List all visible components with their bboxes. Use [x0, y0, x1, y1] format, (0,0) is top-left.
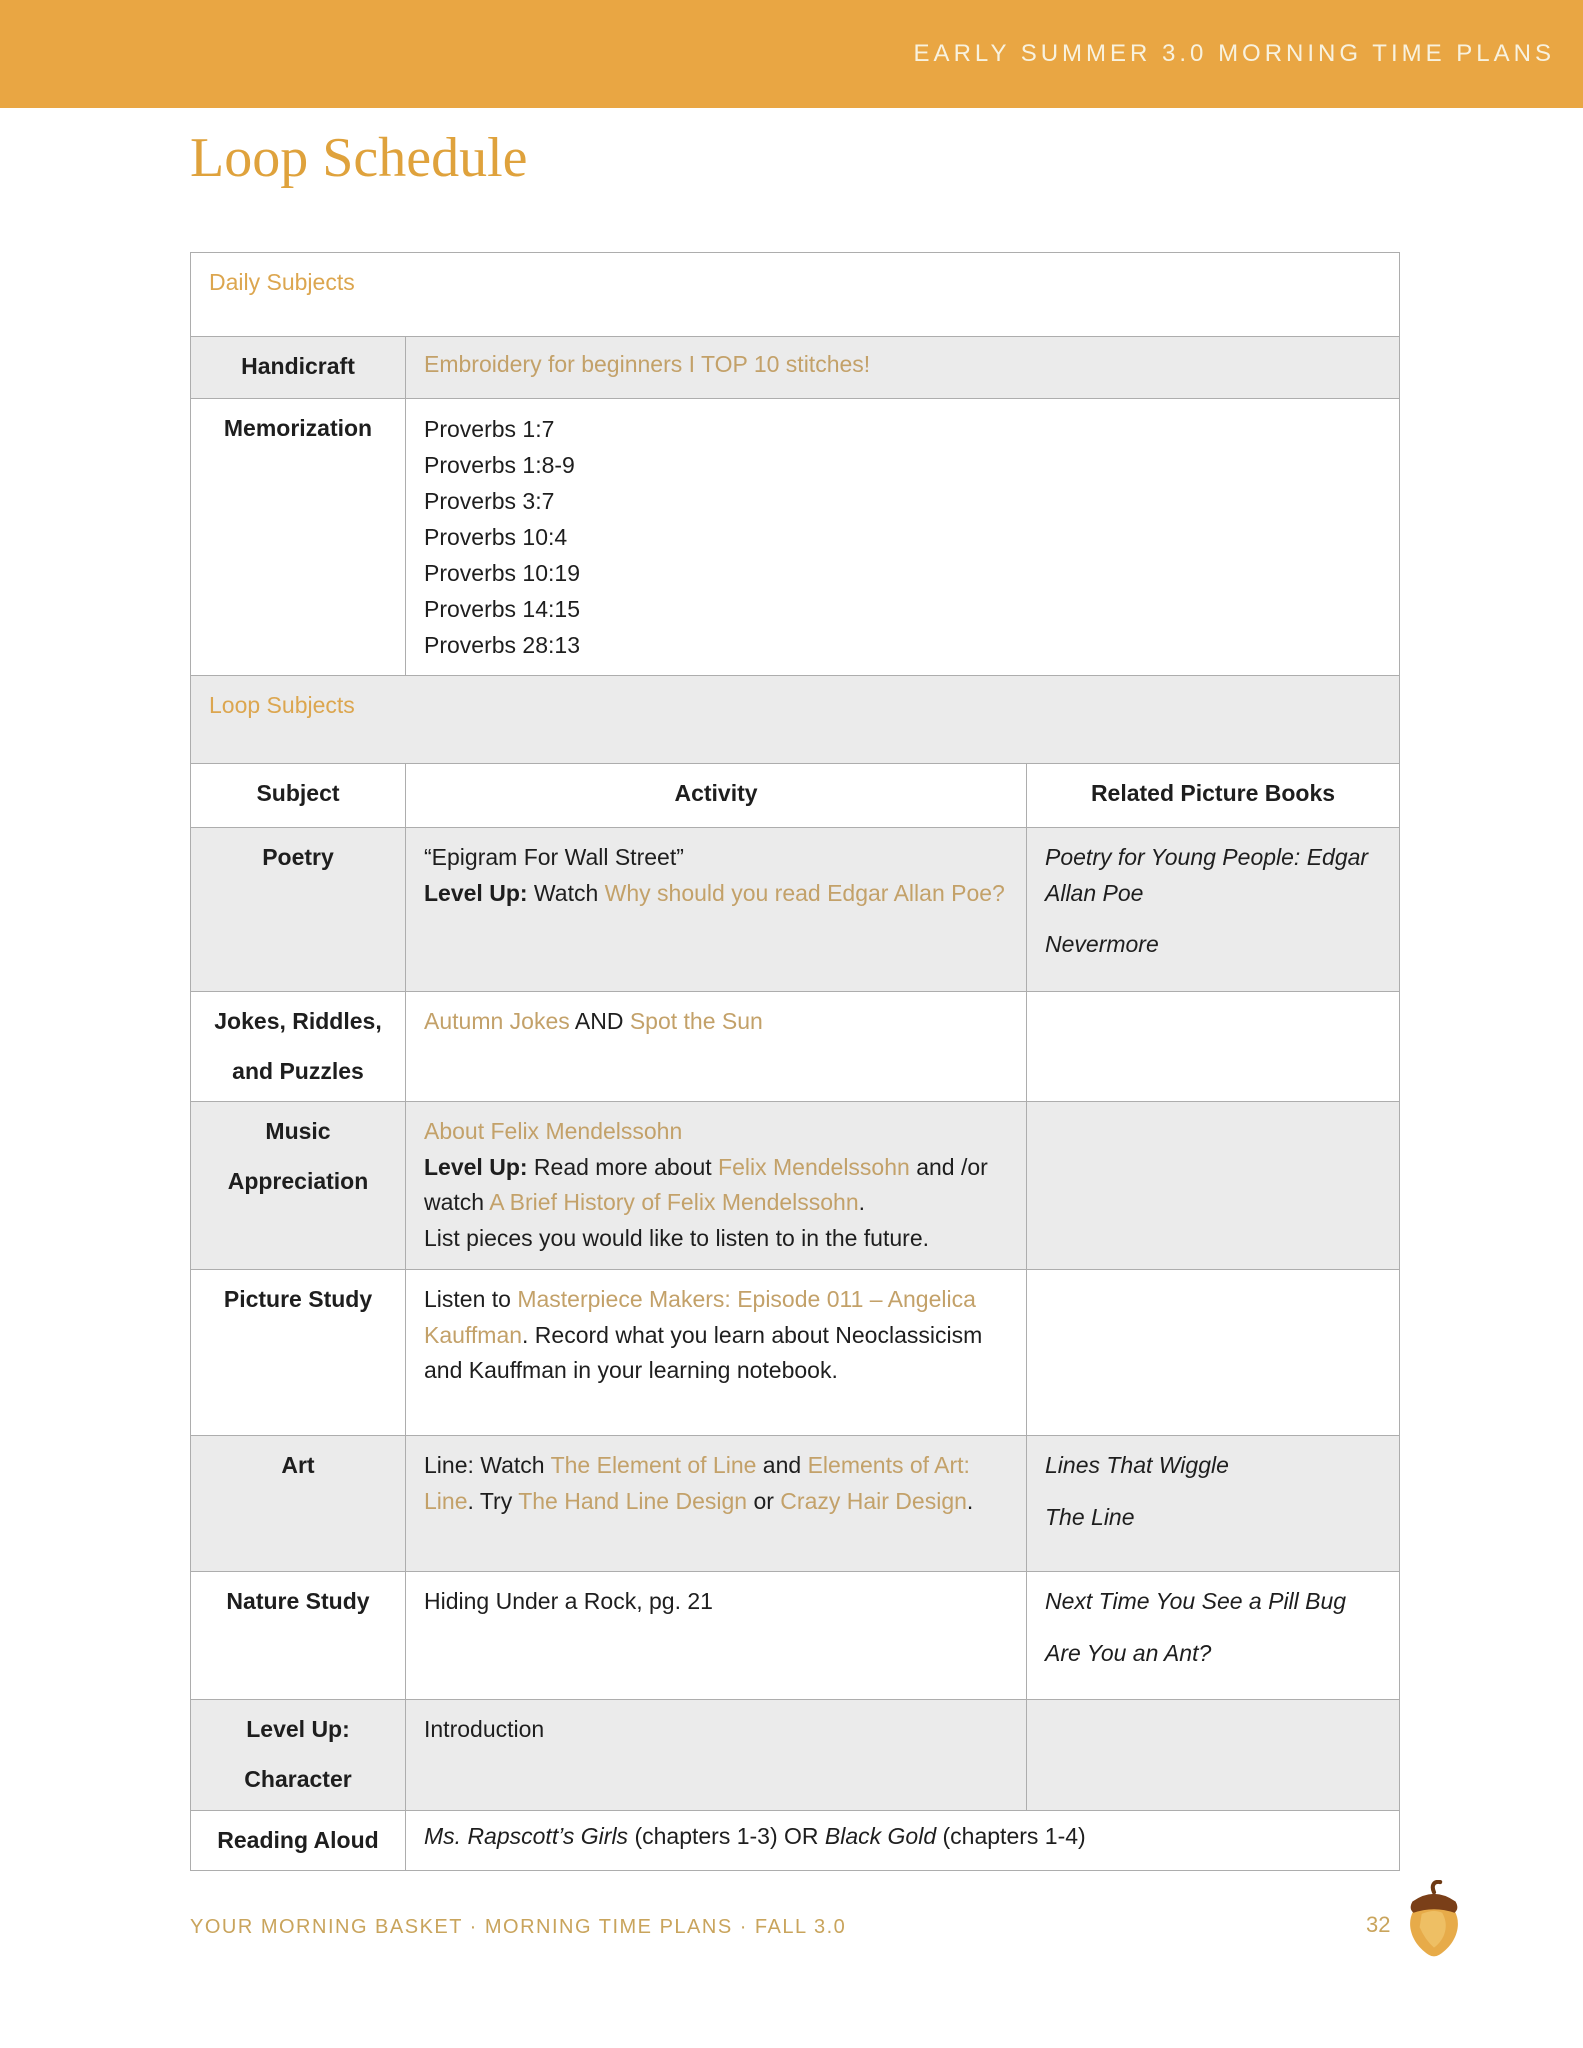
memorization-line: Proverbs 1:8-9 — [424, 452, 575, 478]
art-or-text: or — [747, 1487, 781, 1514]
related-book: Next Time You See a Pill Bug — [1045, 1588, 1347, 1615]
memorization-line: Proverbs 3:7 — [424, 488, 555, 514]
subject-cell-jokes — [191, 991, 406, 1101]
page-title: Loop Schedule — [190, 127, 528, 189]
music-tail-text: List pieces you would like to listen to in the future. — [424, 1225, 930, 1252]
poetry-quote: “Epigram For Wall Street” — [424, 844, 684, 870]
table-row-nature-study — [191, 1572, 1400, 1700]
table-row-picture-study — [191, 1270, 1400, 1436]
table-row-poetry — [191, 828, 1400, 992]
related-book: The Line — [1045, 1503, 1135, 1530]
related-cell-picture-study — [1027, 1270, 1400, 1436]
footer-text: YOUR MORNING BASKET · MORNING TIME PLANS · FALL 3.0 — [190, 1916, 847, 1938]
memorization-line: Proverbs 1:7 — [424, 416, 555, 442]
table-row-reading-aloud — [191, 1810, 1400, 1871]
level-up-label: Level Up: — [424, 1153, 528, 1180]
reading-book-title: Black Gold — [824, 1822, 937, 1849]
subject-cell-music — [191, 1102, 406, 1270]
related-cell-music — [1027, 1102, 1400, 1270]
daily-subjects-band — [191, 253, 1400, 337]
subject-label: Reading Aloud — [217, 1826, 379, 1853]
music-link-history[interactable]: A Brief History of Felix Mendelssohn — [489, 1189, 859, 1216]
loop-subjects-band — [191, 676, 1400, 764]
acorn-icon — [1400, 1880, 1468, 1962]
related-cell-jokes — [1027, 991, 1400, 1101]
poetry-watch-text: Watch — [527, 879, 605, 906]
jokes-and-text: AND — [569, 1007, 630, 1034]
art-link-elements-of-art[interactable]: Elements of Art: Line — [424, 1452, 970, 1514]
handicraft-link[interactable]: Embroidery for beginners I TOP 10 stitches! — [424, 351, 871, 377]
art-and-text: and — [756, 1452, 808, 1479]
poetry-link[interactable]: Why should you read Edgar Allan Poe? — [604, 879, 1005, 906]
column-header-related: Related Picture Books — [1027, 764, 1400, 828]
jokes-link-autumn[interactable]: Autumn Jokes — [424, 1007, 570, 1034]
activity-cell-level-up — [406, 1700, 1027, 1810]
subject-label: Memorization — [223, 415, 373, 441]
level-up-activity-text: Introduction — [424, 1716, 545, 1743]
music-read-more-text: Read more about — [527, 1153, 719, 1180]
table-row-level-up-character — [191, 1700, 1400, 1810]
column-header-activity: Activity — [406, 764, 1027, 828]
table-row-jokes — [191, 991, 1400, 1101]
music-and-or-text: and /or watch — [424, 1153, 988, 1216]
related-cell-art — [1027, 1436, 1400, 1572]
subject-cell-picture-study — [191, 1270, 406, 1436]
activity-cell-jokes — [406, 991, 1027, 1101]
related-book: Lines That Wiggle — [1045, 1452, 1229, 1479]
picture-link-masterpiece[interactable]: Masterpiece Makers: Episode 011 – Angelica Kauffman — [424, 1286, 976, 1348]
activity-cell-reading-aloud — [406, 1810, 1400, 1871]
table-row-handicraft — [191, 337, 1400, 399]
memorization-line: Proverbs 28:13 — [424, 632, 580, 658]
music-link-mendelssohn[interactable]: Felix Mendelssohn — [718, 1153, 910, 1180]
reading-book-title: Ms. Rapscott’s Girls — [424, 1822, 629, 1849]
picture-tail-text: . Record what you learn about Neoclassicism and Kauffman in your learning notebook. — [424, 1321, 983, 1384]
loop-subjects-label: Loop Subjects — [191, 676, 1400, 764]
subject-label: Handicraft — [241, 353, 355, 379]
activity-cell-art — [406, 1436, 1027, 1572]
activity-cell-poetry — [406, 828, 1027, 992]
banner-title: EARLY SUMMER 3.0 MORNING TIME PLANS — [913, 40, 1555, 67]
subject-cell-art — [191, 1436, 406, 1572]
activity-cell-picture-study — [406, 1270, 1027, 1436]
page-number: 32 — [1366, 1912, 1391, 1937]
subject-label: Level Up: — [246, 1716, 350, 1743]
art-link-element-of-line[interactable]: The Element of Line — [550, 1452, 757, 1479]
activity-cell-nature-study — [406, 1572, 1027, 1700]
music-period: . — [858, 1189, 866, 1216]
subject-label: Picture Study — [223, 1286, 373, 1313]
subject-label: Music — [265, 1118, 331, 1145]
subject-cell-nature-study — [191, 1572, 406, 1700]
table-row-music — [191, 1102, 1400, 1270]
memorization-line: Proverbs 14:15 — [424, 596, 580, 622]
subject-label: Appreciation — [227, 1167, 369, 1194]
table-row-art — [191, 1436, 1400, 1572]
music-link-about[interactable]: About Felix Mendelssohn — [424, 1118, 683, 1145]
subject-label: Character — [244, 1766, 352, 1793]
related-cell-level-up — [1027, 1700, 1400, 1810]
table-row-memorization — [191, 399, 1400, 676]
related-book: Nevermore — [1045, 931, 1159, 958]
related-book: Poetry for Young People: Edgar Allan Poe — [1045, 844, 1369, 906]
art-try-text: . Try — [467, 1487, 519, 1514]
related-cell-nature-study — [1027, 1572, 1400, 1700]
activity-cell-music — [406, 1102, 1027, 1270]
activity-cell-handicraft — [406, 337, 1400, 399]
nature-activity-text: Hiding Under a Rock, pg. 21 — [424, 1588, 713, 1615]
subject-label: Jokes, Riddles, — [214, 1007, 382, 1034]
memorization-line: Proverbs 10:19 — [424, 560, 580, 586]
column-header-row — [191, 764, 1400, 828]
subject-cell-reading-aloud — [191, 1810, 406, 1871]
loop-schedule-table — [190, 252, 1400, 1871]
level-up-label: Level Up: — [424, 879, 528, 906]
reading-tail-text: (chapters 1-4) — [936, 1822, 1086, 1849]
memorization-line: Proverbs 10:4 — [424, 524, 568, 550]
subject-cell-poetry — [191, 828, 406, 992]
art-link-hand-line[interactable]: The Hand Line Design — [518, 1487, 748, 1514]
activity-cell-memorization — [406, 399, 1400, 676]
subject-cell-memorization — [191, 399, 406, 676]
art-lead-text: Line: Watch — [424, 1452, 551, 1479]
picture-listen-text: Listen to — [424, 1286, 518, 1313]
related-book: Are You an Ant? — [1045, 1639, 1212, 1666]
subject-label: Art — [281, 1452, 315, 1479]
subject-cell-level-up — [191, 1700, 406, 1810]
art-period: . — [966, 1487, 974, 1514]
subject-label: Nature Study — [226, 1588, 370, 1615]
column-header-subject: Subject — [191, 764, 406, 828]
subject-label: and Puzzles — [232, 1057, 364, 1084]
subject-cell-handicraft — [191, 337, 406, 399]
daily-subjects-label: Daily Subjects — [191, 253, 1400, 337]
art-link-crazy-hair[interactable]: Crazy Hair Design — [780, 1487, 967, 1514]
related-cell-poetry — [1027, 828, 1400, 992]
reading-mid-text: (chapters 1-3) OR — [628, 1822, 825, 1849]
subject-label: Poetry — [262, 844, 334, 870]
jokes-link-spot-sun[interactable]: Spot the Sun — [629, 1007, 763, 1034]
top-banner — [0, 0, 1583, 108]
